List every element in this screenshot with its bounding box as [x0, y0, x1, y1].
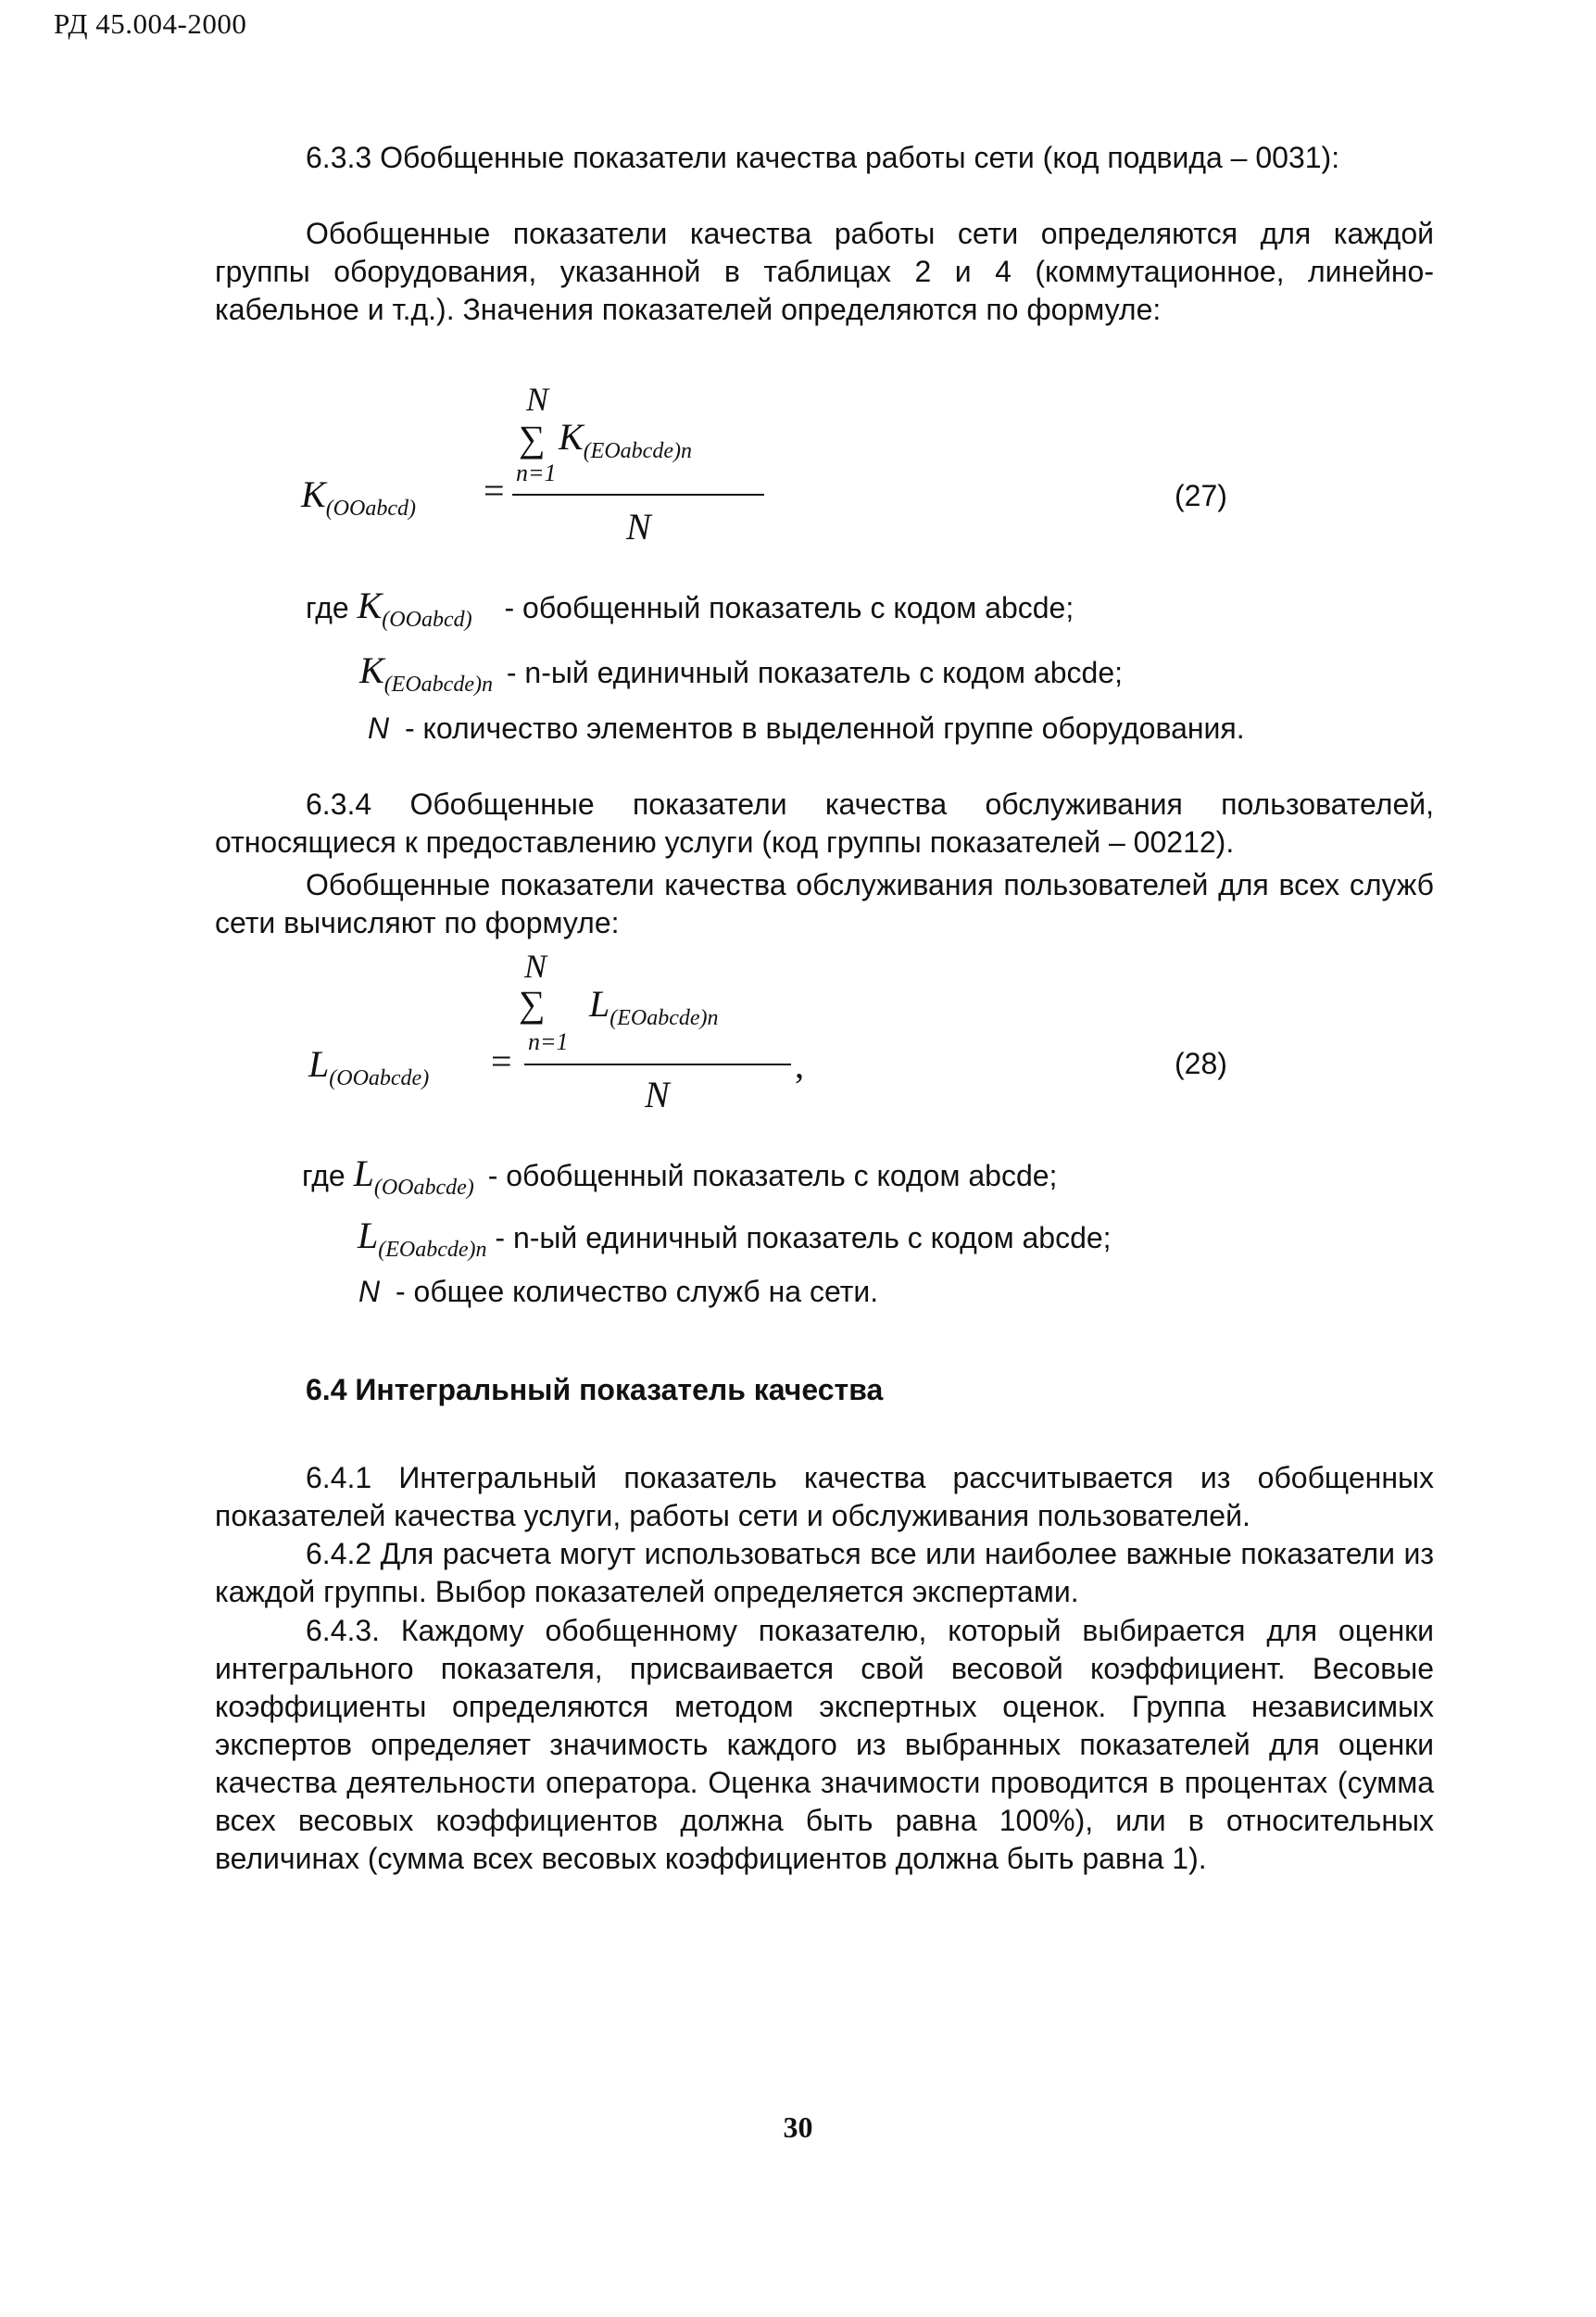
legend-27-item-3	[368, 711, 1245, 746]
formula-28-sigma: ∑	[519, 983, 546, 1025]
paragraph-6-3-3-body: Обобщенные показатели качества работы сети определяются для каждой группы оборудования, указанной в таблицах 2 и 4 (коммутационное, линейно-кабельное и т.д.). Значения показателей определяются по формуле:	[215, 217, 1434, 326]
equation-number-28: (28)	[1175, 1047, 1227, 1080]
legend-28-item-1-text: - обобщенный показатель с кодом abcde;	[487, 1159, 1058, 1192]
formula-28-fraction-bar	[524, 1064, 791, 1065]
legend-28-item-3-symbol: N	[358, 1275, 381, 1308]
legend-28-item-1	[302, 1152, 1058, 1200]
paragraph-6-3-4-title: 6.3.4 Обобщенные показатели качества обслуживания пользователей, относящиеся к предоставлению услуги (код группы показателей – 00212).	[215, 787, 1434, 859]
document-code-header: РД 45.004-2000	[54, 7, 247, 40]
equation-number-27: (27)	[1175, 479, 1227, 512]
formula-27-upper-limit: N	[526, 381, 549, 418]
formula-27-lower-limit: n=1	[516, 460, 557, 486]
legend-28-item-2-sym: L	[358, 1215, 379, 1256]
formula-28-sum-symbol: L	[589, 983, 610, 1025]
formula-27-lhs	[301, 472, 416, 521]
paragraph-6-4-1: 6.4.1 Интегральный показатель качества рассчитывается из обобщенных показателей качества услуги, работы сети и обслуживания пользователей.	[215, 1461, 1434, 1532]
legend-28-item-1-sub: (OOabcde)	[373, 1176, 474, 1200]
legend-27-item-2-text: - n-ый единичный показатель с кодом abcde;	[506, 656, 1123, 689]
formula-28-lhs	[308, 1042, 430, 1090]
formula-28-denominator: N	[645, 1074, 670, 1115]
legend-28-item-2-sub: (EOabcde)n	[378, 1238, 487, 1262]
paragraph-6-3-3-title: 6.3.3 Обобщенные показатели качества работы сети (код подвида – 0031):	[306, 141, 1340, 174]
legend-27-item-2-sym: K	[359, 649, 384, 691]
page-number: 30	[783, 2110, 813, 2144]
formula-28-sum-term	[589, 982, 719, 1030]
formula-27-sum-subscript: (EOabcde)n	[583, 439, 692, 463]
legend-28-item-2	[358, 1214, 1112, 1262]
legend-27-where: где	[306, 591, 349, 624]
legend-27-item-1-sub: (OOabcd)	[382, 608, 472, 632]
legend-28-item-3	[358, 1275, 878, 1309]
legend-27-item-3-symbol: N	[368, 711, 390, 745]
legend-28-item-1-sym: L	[353, 1152, 374, 1194]
formula-27-lhs-symbol: K	[301, 473, 326, 515]
legend-27-item-2-sub: (EOabcde)n	[383, 673, 493, 697]
legend-27-item-3-text: - количество элементов в выделенной группе оборудования.	[405, 711, 1245, 745]
legend-28-item-3-text: - общее количество служб на сети.	[396, 1275, 879, 1308]
formula-28-upper-limit: N	[524, 948, 547, 985]
section-heading-6-4: 6.4 Интегральный показатель качества	[306, 1373, 884, 1406]
formula-27-fraction-bar	[512, 494, 764, 496]
legend-28-where: где	[302, 1159, 346, 1192]
legend-27-item-1-symbol	[357, 585, 472, 632]
legend-28-item-2-text: - n-ый единичный показатель с кодом abcde;	[495, 1221, 1112, 1254]
formula-27-sum-symbol: K	[559, 416, 584, 458]
legend-27-item-1-sym: K	[357, 585, 383, 626]
paragraph-6-3-4-body: Обобщенные показатели качества обслуживания пользователей для всех служб сети вычисляют по формуле:	[215, 868, 1434, 939]
paragraph-6-4-3: 6.4.3. Каждому обобщенному показателю, который выбирается для оценки интегрального показателя, присваивается свой весовой коэффициент. Весовые коэффициенты определяются методом экспертных оценок. Группа независимых экспертов определяет значимость каждого из выбранных показателей для оценки качества деятельности оператора. Оценка значимости проводится в процентах (сумма всех весовых коэффициентов должна быть равна 100%), или в относительных величинах (сумма всех весовых коэффициентов должна быть равна 1).	[215, 1614, 1434, 1875]
formula-28-lhs-subscript: (OOabcde)	[329, 1066, 430, 1090]
formula-28-sum-subscript: (EOabcde)n	[609, 1006, 719, 1030]
formula-28-lower-limit: n=1	[528, 1028, 569, 1055]
legend-27-item-2-symbol	[359, 649, 493, 697]
formula-27-lhs-subscript: (OOabcd)	[325, 497, 416, 521]
paragraph-6-4-2: 6.4.2 Для расчета могут использоваться все или наиболее важные показатели из каждой группы. Выбор показателей определяется экспертами.	[215, 1537, 1434, 1608]
formula-27-sigma: ∑	[519, 418, 546, 460]
legend-27-item-2	[359, 649, 1123, 697]
formula-27-denominator: N	[626, 506, 651, 548]
legend-27-item-1-text: - обобщенный показатель с кодом abcde;	[504, 591, 1074, 624]
formula-28-lhs-symbol: L	[308, 1043, 330, 1085]
formula-27-sum-term	[559, 415, 692, 463]
formula-28-comma: ,	[795, 1044, 804, 1086]
legend-27-item-1	[306, 584, 1074, 632]
legend-28-item-2-symbol	[358, 1215, 487, 1262]
formula-27-equals: =	[484, 470, 505, 511]
formula-28-equals: =	[491, 1040, 512, 1082]
legend-28-item-1-symbol	[353, 1152, 474, 1200]
